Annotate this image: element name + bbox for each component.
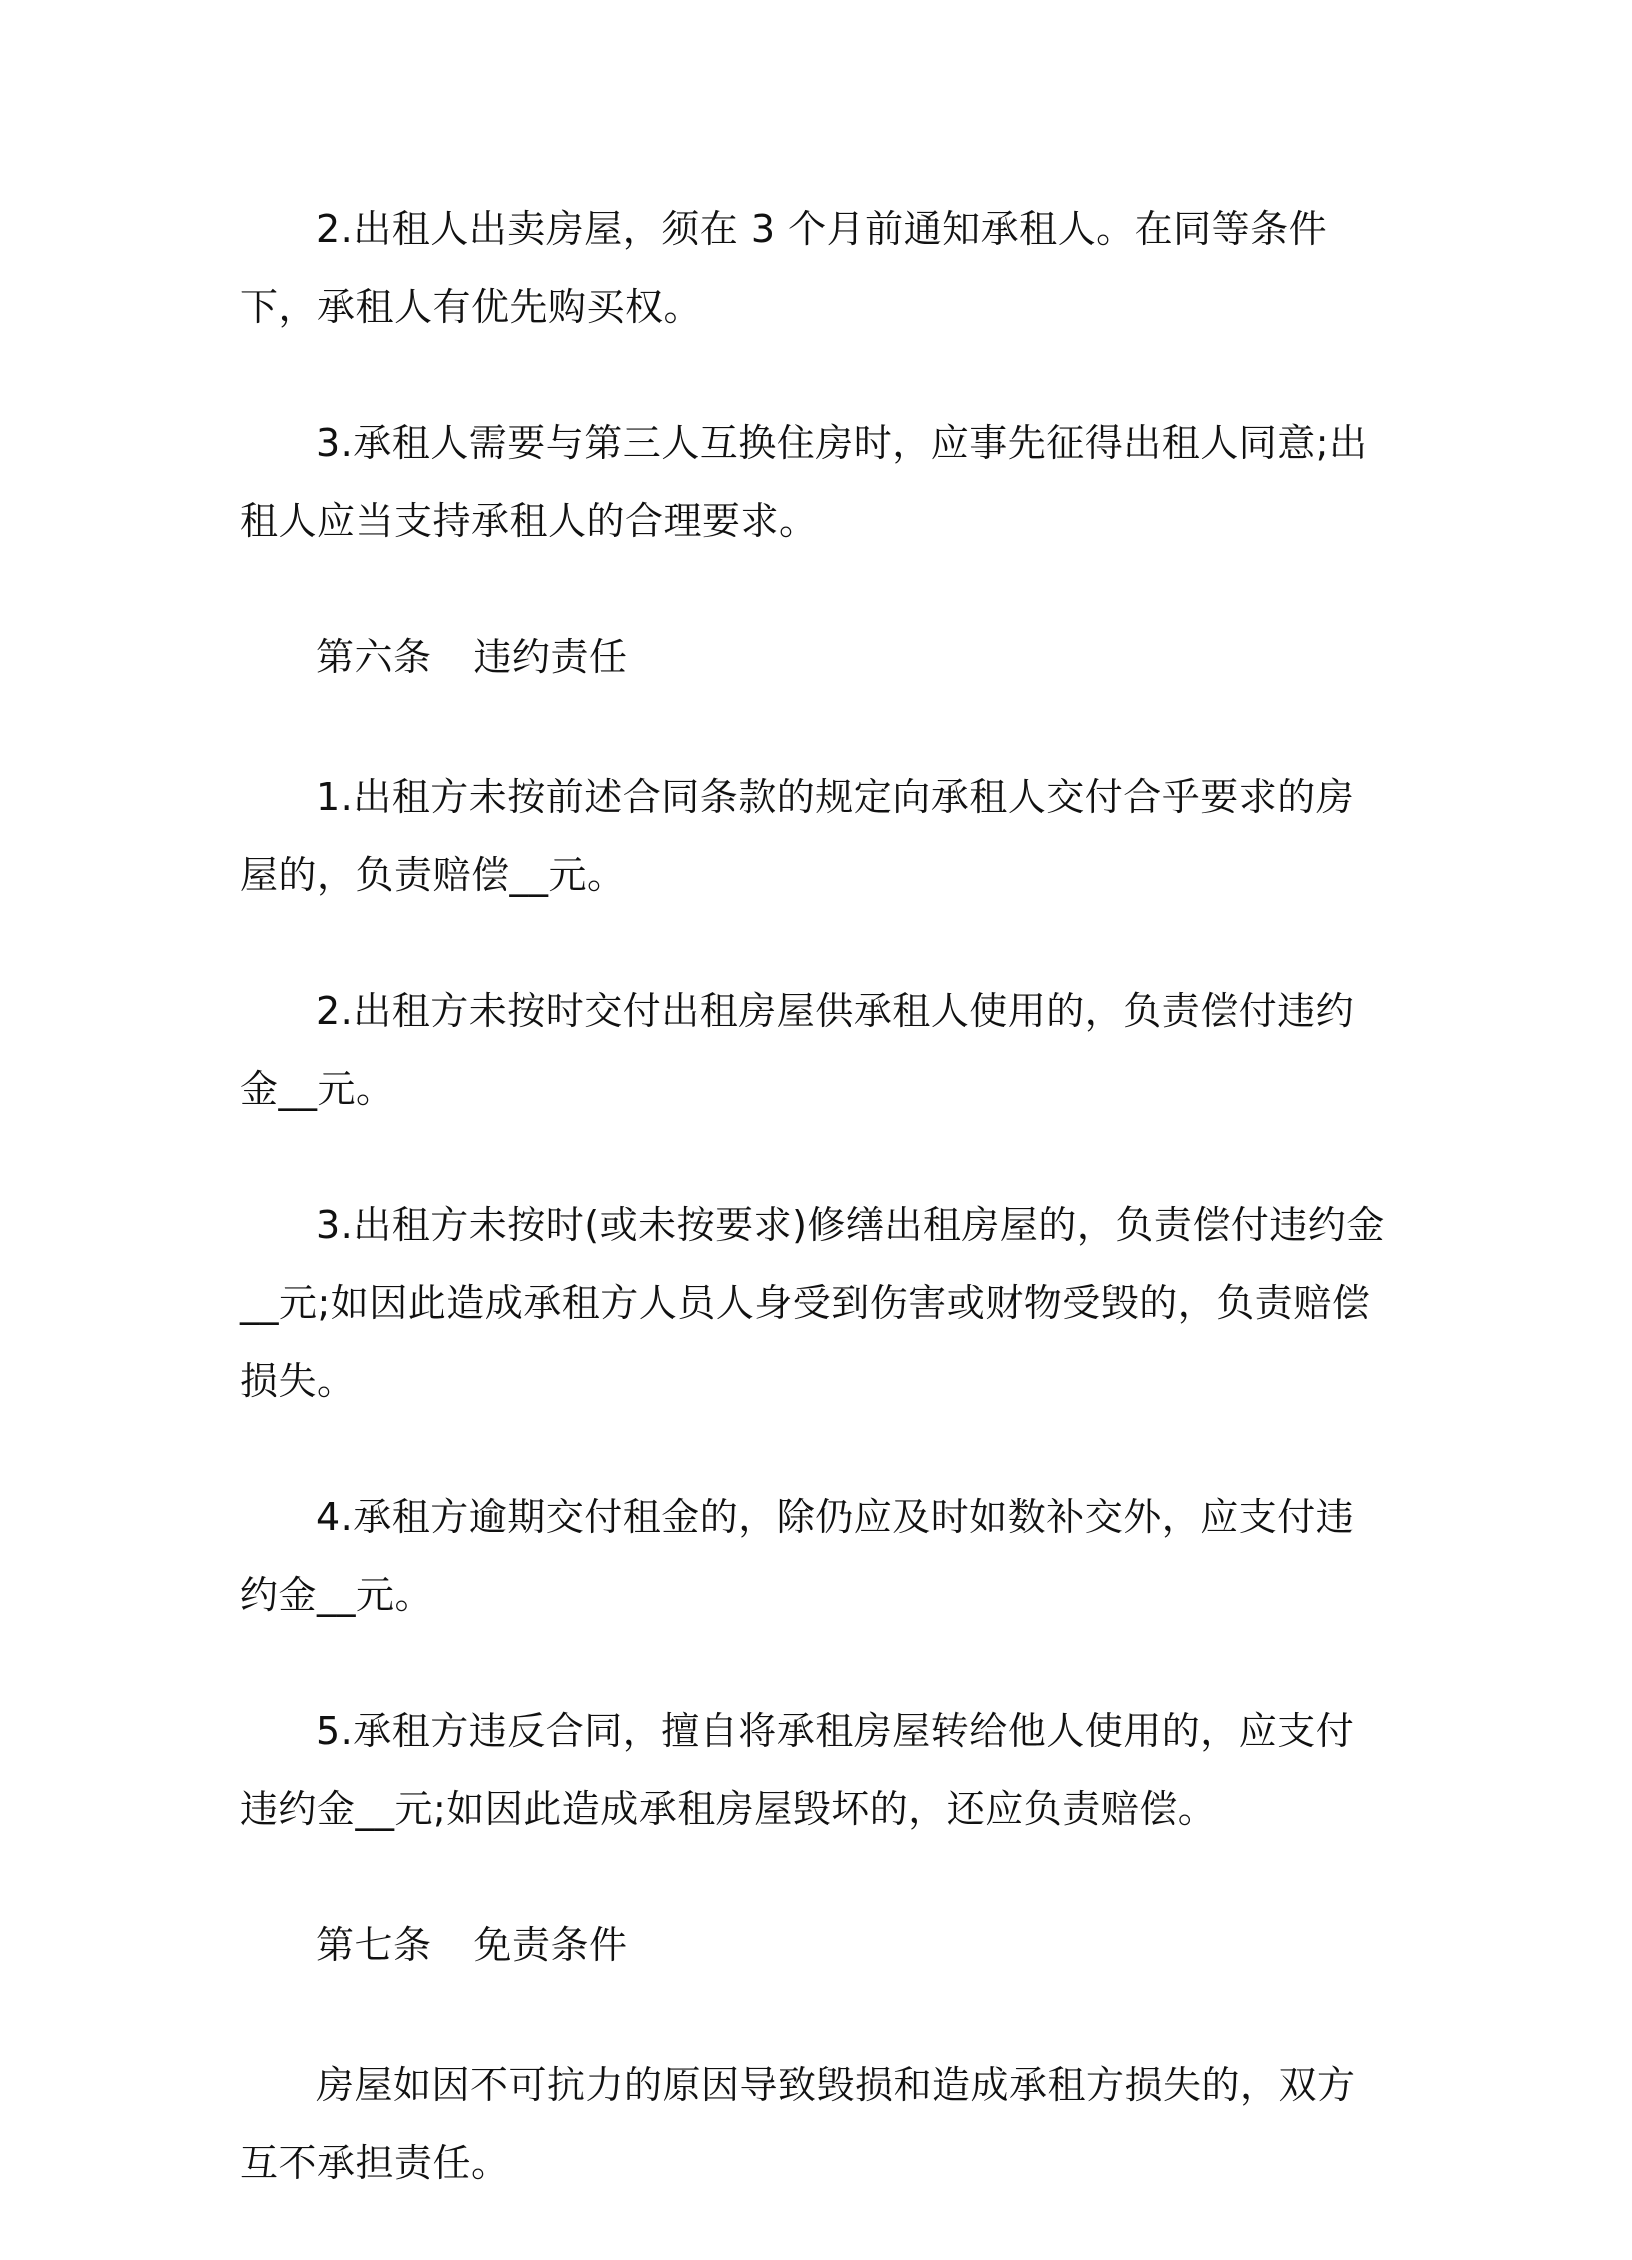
clause-paragraph: 5.承租方违反合同，擅自将承租房屋转给他人使用的，应支付违约金__元;如因此造成承租房屋毁坏的，还应负责赔偿。	[240, 1709, 1355, 1831]
article-heading	[240, 1906, 1385, 1984]
article-title: 免责条件	[473, 1923, 628, 1967]
clause-paragraph: 2.出租方未按时交付出租房屋供承租人使用的，负责偿付违约金__元。	[240, 989, 1355, 1111]
article-number: 第七条	[316, 1923, 432, 1967]
clause-paragraph: 3.出租方未按时(或未按要求)修缮出租房屋的，负责偿付违约金__元;如因此造成承租方人员人身受到伤害或财物受毁的，负责赔偿损失。	[240, 1203, 1385, 1403]
clause-paragraph: 1.出租方未按前述合同条款的规定向承租人交付合乎要求的房屋的，负责赔偿__元。	[240, 775, 1355, 897]
article-title: 违约责任	[473, 635, 628, 679]
clause-paragraph: 房屋如因不可抗力的原因导致毁损和造成承租方损失的，双方互不承担责任。	[240, 2063, 1356, 2185]
article-number: 第六条	[316, 635, 432, 679]
article-heading	[240, 618, 1385, 696]
document-body	[240, 190, 1385, 2260]
clause-paragraph: 3.承租人需要与第三人互换住房时，应事先征得出租人同意;出租人应当支持承租人的合理要求。	[240, 421, 1368, 543]
clause-paragraph: 4.承租方逾期交付租金的，除仍应及时如数补交外，应支付违约金__元。	[240, 1495, 1355, 1617]
clause-paragraph: 2.出租人出卖房屋，须在 3 个月前通知承租人。在同等条件下，承租人有优先购买权。	[240, 207, 1328, 329]
